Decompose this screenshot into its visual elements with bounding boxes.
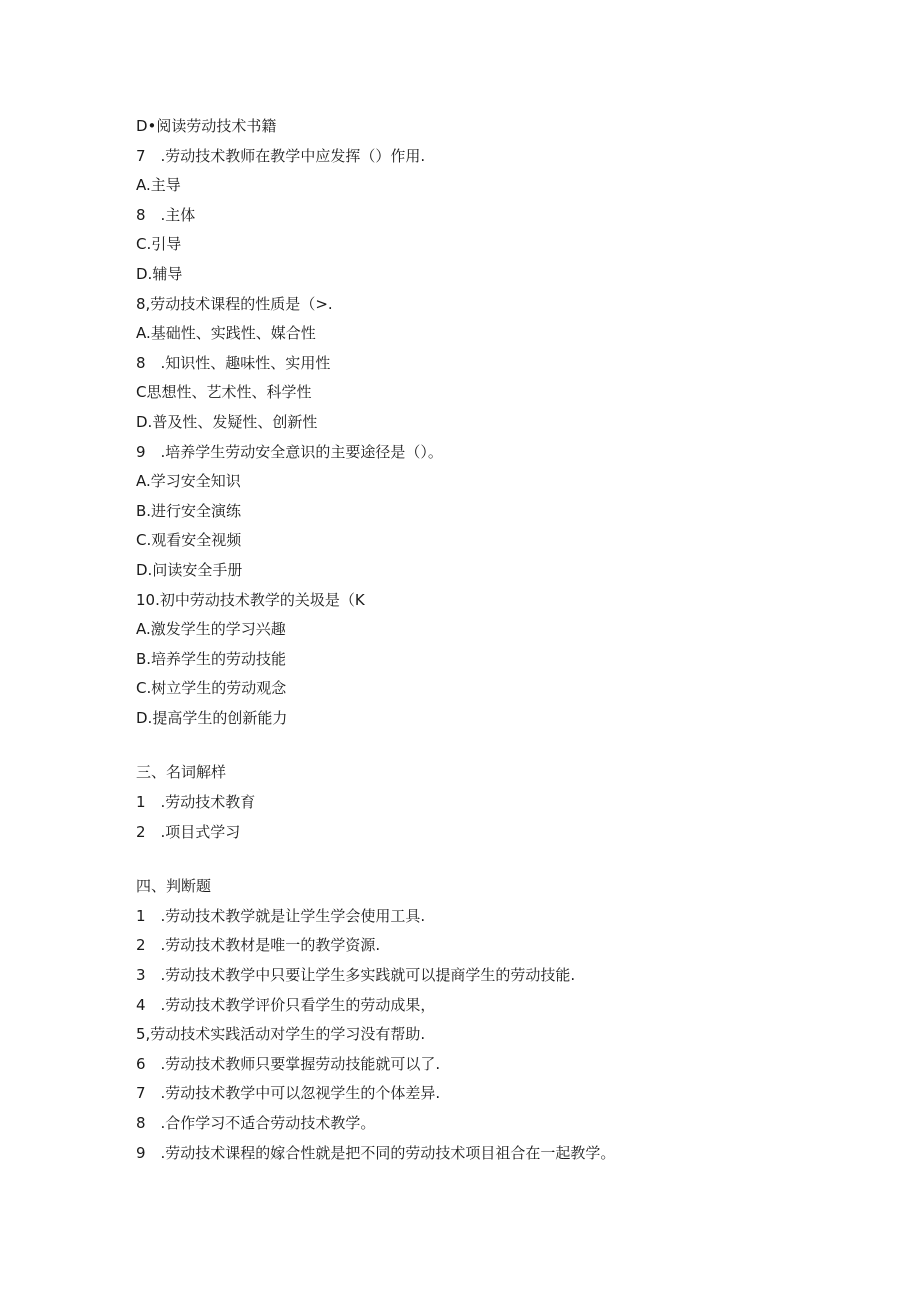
option-line: C.观看安全视频 (136, 531, 242, 550)
option-line: C.引导 (136, 235, 182, 254)
option-line: C思想性、艺术性、科学性 (136, 383, 312, 402)
judgment-item: 4 .劳动技术教学评价只看学生的劳动成果， (136, 995, 436, 1014)
option-line: B.培养学生的劳动技能 (136, 649, 287, 668)
section-heading: 四、判断题 (136, 877, 212, 896)
option-line: 8 .主体 (136, 205, 196, 224)
option-line: A.激发学生的学习兴趣 (136, 620, 286, 639)
term-item: 1 .劳动技术教育 (136, 793, 256, 812)
judgment-item: 3 .劳动技术教学中只要让学生多实践就可以提商学生的劳动技能. (136, 966, 576, 985)
judgment-item: 8 .合作学习不适合劳动技术教学。 (136, 1114, 376, 1132)
question-line: 10.初中劳动技术教学的关圾是（K (136, 590, 365, 609)
option-line: A.学习安全知识 (136, 472, 241, 491)
judgment-item: 5,劳动技术实践活动对学生的学习没有帮助. (136, 1025, 426, 1044)
question-line: 8,劳动技术课程的性质是（>. (136, 294, 333, 313)
section-heading: 三、名词解样 (136, 763, 227, 782)
option-line: C.树立学生的劳动观念 (136, 679, 287, 698)
option-line: D.提高学生的创新能力 (136, 708, 288, 727)
option-line: D.普及性、发疑性、创新性 (136, 412, 318, 431)
judgment-item: 6 .劳动技术教师只要掌握劳动技能就可以了. (136, 1054, 441, 1073)
document-page (136, 112, 836, 1168)
judgment-item: 7 .劳动技术教学中可以忽视学生的个体差异. (136, 1084, 441, 1103)
option-line: A.主导 (136, 176, 181, 195)
question-line: 9 .培养学生劳动安全意识的主要途径是（）。 (136, 442, 443, 461)
judgment-item: 2 .劳动技术教材是唯一的教学资源. (136, 936, 381, 955)
option-line: 8 .知识性、趣味性、实用性 (136, 353, 331, 372)
option-line: A.基础性、实践性、媒合性 (136, 324, 316, 343)
term-item: 2 .项目式学习 (136, 822, 241, 841)
judgment-item: 1 .劳动技术教学就是让学生学会使用工具. (136, 906, 426, 925)
option-line: D•阅读劳动技术书籍 (136, 117, 277, 135)
question-line: 7 .劳动技术教师在教学中应发挥（）作用. (136, 146, 426, 165)
option-line: B.进行安全演练 (136, 501, 242, 520)
option-line: D.问读安全手册 (136, 560, 243, 579)
judgment-item: 9 .劳动技术课程的嫁合性就是把不同的劳动技术项目祖合在一起教学。 (136, 1143, 616, 1162)
option-line: D.辅导 (136, 264, 183, 283)
